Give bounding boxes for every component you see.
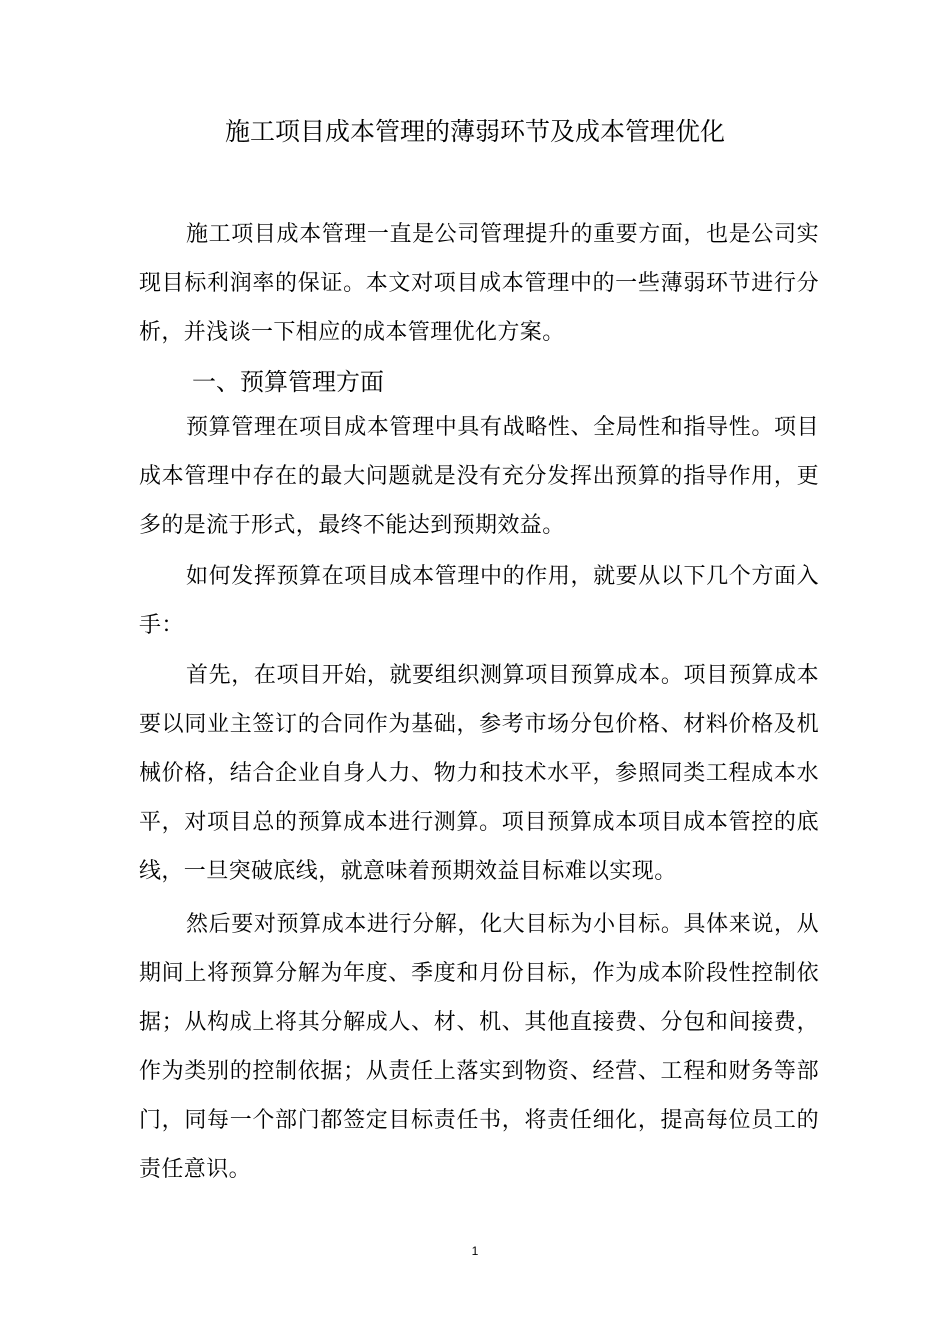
body-paragraph: 如何发挥预算在项目成本管理中的作用，就要从以下几个方面入手：: [139, 564, 819, 638]
body-paragraph: 预算管理在项目成本管理中具有战略性、全局性和指导性。项目成本管理中存在的最大问题就是没有充分发挥出预算的指导作用，更多的是流于形式，最终不能达到预期效益。: [139, 415, 819, 538]
document-title: 施工项目成本管理的薄弱环节及成本管理优化: [224, 117, 725, 146]
intro-paragraph: 施工项目成本管理一直是公司管理提升的重要方面，也是公司实现目标利润率的保证。本文对项目成本管理中的一些薄弱环节进行分析，并浅谈一下相应的成本管理优化方案。: [139, 222, 819, 345]
body-paragraph: 首先，在项目开始，就要组织测算项目预算成本。项目预算成本要以同业主签订的合同作为基础，参考市场分包价格、材料价格及机械价格，结合企业自身人力、物力和技术水平，参照同类工程成本水平，对项目总的预算成本进行测算。项目预算成本项目成本管控的底线，一旦突破底线，就意味着预期效益目标难以实现。: [139, 663, 819, 884]
page-number: 1: [471, 1244, 479, 1258]
body-paragraph: 然后要对预算成本进行分解，化大目标为小目标。具体来说，从期间上将预算分解为年度、季度和月份目标，作为成本阶段性控制依据；从构成上将其分解成人、材、机、其他直接费、分包和间接费，作为类别的控制依据；从责任上落实到物资、经营、工程和财务等部门，同每一个部门都签定目标责任书，将责任细化，提高每位员工的责任意识。: [139, 912, 819, 1182]
section-heading-budget: 一、预算管理方面: [192, 368, 384, 396]
